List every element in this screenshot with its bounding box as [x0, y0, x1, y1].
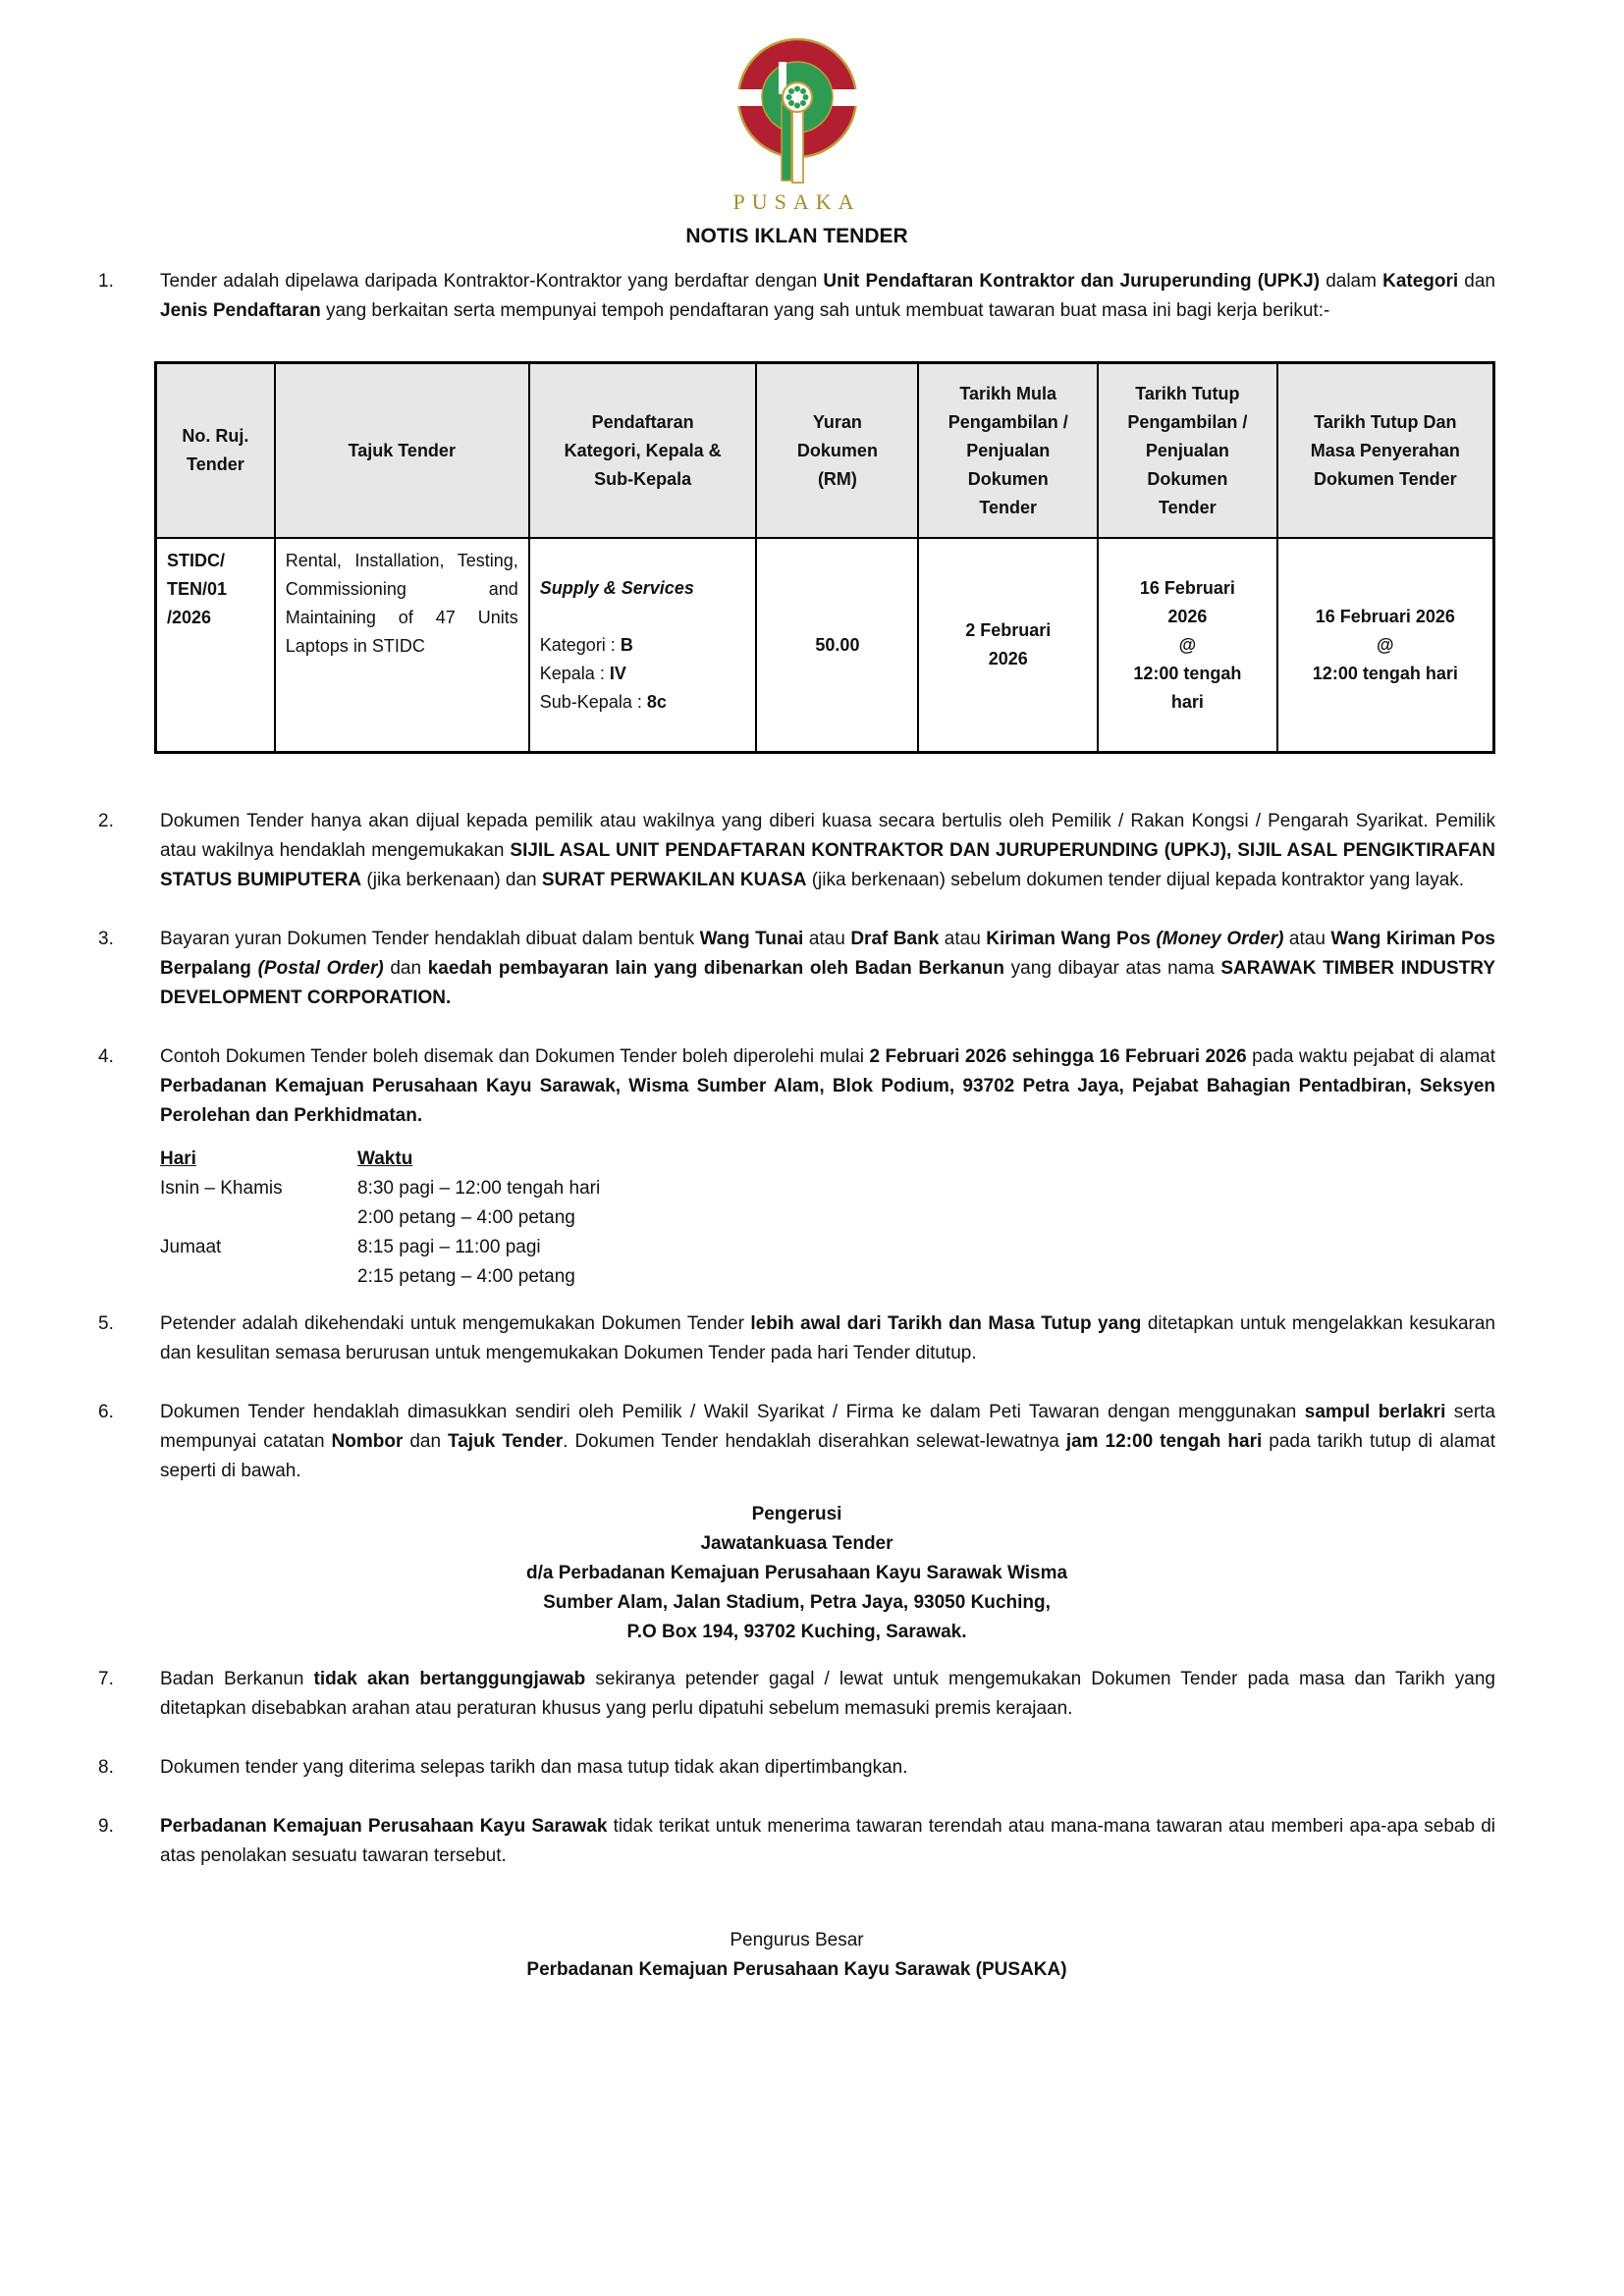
- cell-tender-ref: STIDC/ TEN/01 /2026: [156, 538, 275, 753]
- item-number: 7.: [98, 1669, 114, 1689]
- col-header-close-sale: Tarikh Tutup Pengambilan / Penjualan Dokumen Tender: [1098, 363, 1277, 539]
- logo-block: [98, 35, 1495, 214]
- tender-table: [154, 361, 1495, 754]
- list-item-9: [98, 1812, 1495, 1871]
- cell-close-submit-date: 16 Februari 2026 @ 12:00 tengah hari: [1277, 538, 1494, 753]
- col-header-ref: No. Ruj. Tender: [156, 363, 275, 539]
- page-title: NOTIS IKLAN TENDER: [685, 225, 908, 247]
- item-text: Perbadanan Kemajuan Perusahaan Kayu Sarawak tidak terikat untuk menerima tawaran terendah atau mana-mana tawaran atau memberi apa-apa sebab di atas penolakan sesuatu tawaran tersebut.: [160, 1816, 1495, 1866]
- table-header-row: [156, 363, 1494, 539]
- office-hours-schedule: [160, 1145, 1495, 1292]
- signature-block: [98, 1926, 1495, 1985]
- item-text: Dokumen tender yang diterima selepas tarikh dan masa tutup tidak akan dipertimbangkan.: [160, 1757, 908, 1778]
- list-item-5: [98, 1309, 1495, 1368]
- col-header-title: Tajuk Tender: [275, 363, 529, 539]
- schedule-day-header: Hari: [160, 1148, 196, 1169]
- item-number: 9.: [98, 1816, 114, 1837]
- col-header-fee: Yuran Dokumen (RM): [756, 363, 918, 539]
- cell-registration: Supply & Services Kategori : B Kepala : IV Sub-Kepala : 8c: [529, 538, 757, 753]
- list-item-2: [98, 807, 1495, 895]
- item-number: 3.: [98, 929, 114, 949]
- cell-document-fee: 50.00: [756, 538, 918, 753]
- schedule-day: Isnin – Khamis: [160, 1178, 283, 1199]
- schedule-day: Jumaat: [160, 1237, 222, 1257]
- item-number: 1.: [98, 271, 114, 292]
- schedule-time-header: Waktu: [357, 1148, 413, 1169]
- schedule-header-row: [160, 1145, 1495, 1174]
- list-item-4: [98, 1042, 1495, 1131]
- list-item-8: [98, 1753, 1495, 1783]
- logo-wordmark: PUSAKA: [732, 189, 861, 214]
- cell-close-sale-date: 16 Februari 2026 @ 12:00 tengah hari: [1098, 538, 1277, 753]
- col-header-start-date: Tarikh Mula Pengambilan / Penjualan Dokumen Tender: [918, 363, 1098, 539]
- submission-address: Pengerusi Jawatankuasa Tender d/a Perbadanan Kemajuan Perusahaan Kayu Sarawak Wisma Sumber Alam, Jalan Stadium, Petra Jaya, 93050 Kuching, P.O Box 194, 93702 Kuching, Sarawak.: [525, 1504, 1068, 1642]
- item-text: Petender adalah dikehendaki untuk mengemukakan Dokumen Tender lebih awal dari Tarikh dan Masa Tutup yang ditetapkan untuk mengelakkan kesukaran dan kesulitan semasa berurusan untuk mengemukakan Dokumen Tender pada hari Tender ditutup.: [160, 1313, 1495, 1363]
- schedule-row: [160, 1233, 1495, 1292]
- col-header-close-submit: Tarikh Tutup Dan Masa Penyerahan Dokumen Tender: [1277, 363, 1494, 539]
- item-text: Contoh Dokumen Tender boleh disemak dan Dokumen Tender boleh diperolehi mulai 2 Februari 2026 sehingga 16 Februari 2026 pada waktu pejabat di alamat Perbadanan Kemajuan Perusahaan Kayu Sarawak, Wisma Sumber Alam, Blok Podium, 93702 Petra Jaya, Pejabat Bahagian Pentadbiran, Seksyen Perolehan dan Perkhidmatan.: [160, 1046, 1495, 1126]
- item-text: Bayaran yuran Dokumen Tender hendaklah dibuat dalam bentuk Wang Tunai atau Draf Bank atau Kiriman Wang Pos (Money Order) atau Wang Kiriman Pos Berpalang (Postal Order) dan kaedah pembayaran lain yang dibenarkan oleh Badan Berkanun yang dibayar atas nama SARAWAK TIMBER INDUSTRY DEVELOPMENT CORPORATION.: [160, 929, 1495, 1008]
- list-item-7: [98, 1665, 1495, 1724]
- signatory-organisation: Perbadanan Kemajuan Perusahaan Kayu Sarawak (PUSAKA): [526, 1959, 1067, 1980]
- item-number: 4.: [98, 1046, 114, 1067]
- list-item-1: [98, 267, 1495, 326]
- list-item-3: [98, 925, 1495, 1013]
- item-text: Dokumen Tender hendaklah dimasukkan sendiri oleh Pemilik / Wakil Syarikat / Firma ke dalam Peti Tawaran dengan menggunakan sampul berlakri serta mempunyai catatan Nombor dan Tajuk Tender. Dokumen Tender hendaklah diserahkan selewat-lewatnya jam 12:00 tengah hari pada tarikh tutup di alamat seperti di bawah.: [160, 1402, 1496, 1481]
- item-number: 6.: [98, 1402, 114, 1422]
- cell-start-date: 2 Februari 2026: [918, 538, 1098, 753]
- list-item-6: [98, 1398, 1495, 1486]
- item-text: Badan Berkanun tidak akan bertanggungjawab sekiranya petender gagal / lewat untuk mengemukakan Dokumen Tender pada masa dan Tarikh yang ditetapkan disebabkan arahan atau peraturan khusus yang perlu dipatuhi sebelum memasuki premis kerajaan.: [160, 1669, 1495, 1719]
- item-text: Tender adalah dipelawa daripada Kontraktor-Kontraktor yang berdaftar dengan Unit Pendaftaran Kontraktor dan Juruperunding (UPKJ) dalam Kategori dan Jenis Pendaftaran yang berkaitan serta mempunyai tempoh pendaftaran yang sah untuk membuat tawaran buat masa ini bagi kerja berikut:-: [160, 271, 1496, 321]
- col-header-registration: Pendaftaran Kategori, Kepala & Sub-Kepala: [529, 363, 757, 539]
- table-row: [156, 538, 1494, 753]
- cell-tender-title: Rental, Installation, Testing, Commissioning and Maintaining of 47 Units Laptops in STIDC: [275, 538, 529, 753]
- item-text: Dokumen Tender hanya akan dijual kepada pemilik atau wakilnya yang diberi kuasa secara bertulis oleh Pemilik / Rakan Kongsi / Pengarah Syarikat. Pemilik atau wakilnya hendaklah mengemukakan SIJIL ASAL UNIT PENDAFTARAN KONTRAKTOR DAN JURUPERUNDING (UPKJ), SIJIL ASAL PENGIKTIRAFAN STATUS BUMIPUTERA (jika berkenaan) dan SURAT PERWAKILAN KUASA (jika berkenaan) sebelum dokumen tender dijual kepada kontraktor yang layak.: [160, 811, 1495, 890]
- pusaka-logo: [724, 35, 871, 187]
- item-number: 5.: [98, 1313, 114, 1334]
- schedule-times: 8:15 pagi – 11:00 pagi 2:15 petang – 4:00 petang: [357, 1237, 575, 1287]
- signatory-title: Pengurus Besar: [730, 1930, 864, 1950]
- item-number: 2.: [98, 811, 114, 831]
- schedule-row: [160, 1174, 1495, 1233]
- schedule-times: 8:30 pagi – 12:00 tengah hari 2:00 petang – 4:00 petang: [357, 1178, 601, 1228]
- item-number: 8.: [98, 1757, 114, 1778]
